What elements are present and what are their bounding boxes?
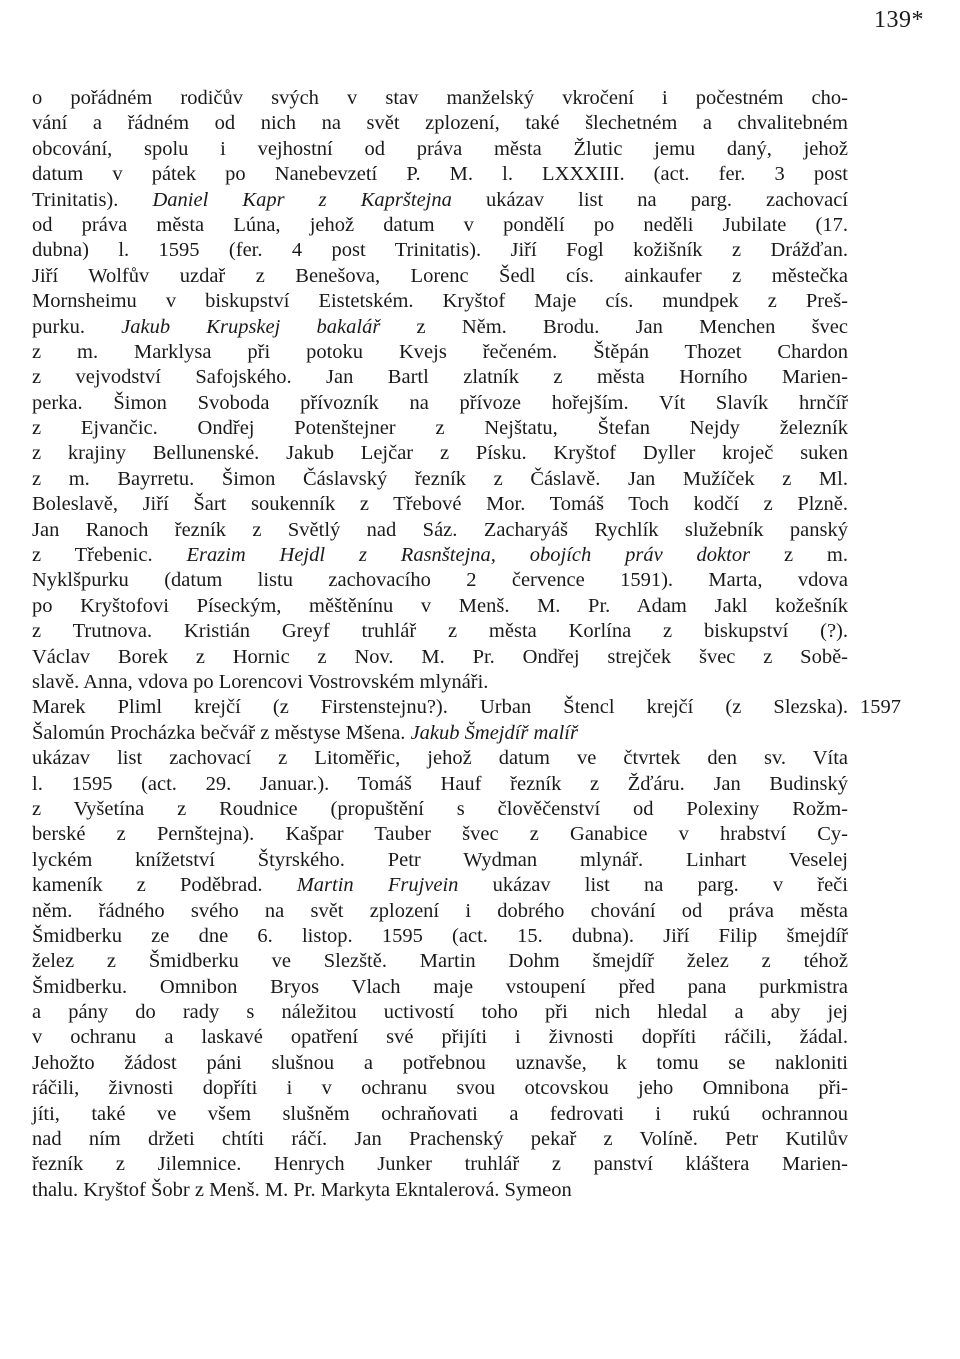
text-line	[32, 949, 848, 974]
text-line	[32, 111, 848, 136]
text-line	[32, 924, 848, 949]
text-line	[32, 619, 848, 644]
text-line	[32, 86, 848, 111]
text-segment: z Trutnova. Kristián Greyf truhlář z města Korlína z biskupství (?).	[32, 620, 848, 643]
text-line	[32, 365, 848, 390]
text-line	[32, 1152, 848, 1177]
text-line	[32, 518, 848, 543]
text-line	[32, 1102, 848, 1127]
italic-name: Jakub Krupskej bakalář	[121, 315, 381, 338]
text-line	[32, 289, 848, 314]
text-line	[32, 721, 848, 746]
text-segment: řezník z Jilemnice. Henrych Junker truhlář z panství kláštera Marien-	[32, 1153, 848, 1176]
italic-name: Jakub Šmejdíř malíř	[410, 721, 578, 744]
text-segment: z vejvodství Safojského. Jan Bartl zlatník z města Horního Marien-	[32, 366, 848, 389]
text-segment: něm. řádného svého na svět zplození i dobrého chování od práva města	[32, 899, 848, 922]
text-line	[32, 568, 848, 593]
text-segment: a pány do rady s náležitou uctivostí toho při nich hledal a aby jej	[32, 1001, 848, 1024]
text-segment: Václav Borek z Hornic z Nov. M. Pr. Ondřej strejček švec z Sobě-	[32, 645, 848, 668]
text-line	[32, 213, 848, 238]
text-segment: thalu. Kryštof Šobr z Menš. M. Pr. Markyta Ekntalerová. Symeon	[32, 1178, 572, 1201]
text-line	[32, 670, 848, 695]
text-segment: Šmidberku. Omnibon Bryos Vlach maje vstoupení před pana purkmistra	[32, 975, 848, 998]
text-segment: l. 1595 (act. 29. Januar.). Tomáš Hauf řezník z Žďáru. Jan Budinský	[32, 772, 848, 795]
text-segment: vání a řádném od nich na svět zplození, také šlechetném a chvalitebném	[32, 112, 848, 135]
text-segment: purku.	[32, 315, 122, 338]
text-line	[32, 492, 848, 517]
text-line	[32, 340, 848, 365]
text-segment: perka. Šimon Svoboda přívozník na přívoze hořejším. Vít Slavík hrnčíř	[32, 391, 848, 414]
text-segment: slavě. Anna, vdova po Lorencovi Vostrovském mlynáři.	[32, 670, 489, 693]
text-line	[32, 594, 848, 619]
text-segment: datum v pátek po Nanebevzetí P. M. l. LXXXIII. (act. fer. 3 post	[32, 163, 848, 186]
italic-name: Erazim Hejdl z Rasnštejna, obojích práv doktor	[186, 544, 751, 567]
text-line	[32, 416, 848, 441]
text-segment: dubna) l. 1595 (fer. 4 post Trinitatis). Jiří Fogl kožišník z Drážďan.	[32, 239, 848, 262]
text-line	[32, 1127, 848, 1152]
text-segment: Mornsheimu v biskupství Eistetském. Kryštof Maje cís. mundpek z Preš-	[32, 290, 848, 313]
text-line	[32, 188, 848, 213]
body-text	[32, 86, 848, 1203]
text-line	[32, 822, 848, 847]
text-line	[32, 746, 848, 771]
text-line	[32, 645, 848, 670]
text-line	[32, 899, 848, 924]
text-segment: z krajiny Bellunenské. Jakub Lejčar z Písku. Kryštof Dyller kroječ suken	[32, 442, 848, 465]
text-line	[32, 1076, 848, 1101]
text-segment: z m. Bayrretu. Šimon Čáslavský řezník z Čáslavě. Jan Mužíček z Ml.	[32, 467, 848, 490]
text-segment: z Vyšetína z Roudnice (propuštění s člověčenství od Polexiny Rožm-	[32, 797, 848, 820]
text-segment: želez z Šmidberku ve Slezště. Martin Dohm šmejdíř želez z téhož	[32, 950, 848, 973]
text-line	[32, 543, 848, 568]
text-segment: Jiří Wolfův uzdař z Benešova, Lorenc Šedl cís. ainkaufer z městečka	[32, 264, 848, 287]
text-line	[32, 1000, 848, 1025]
text-segment: z Ejvančic. Ondřej Potenštejner z Nejštatu, Štefan Nejdy železník	[32, 417, 848, 440]
text-line	[32, 772, 848, 797]
text-segment: kameník z Poděbrad.	[32, 874, 297, 897]
text-segment: Šalomún Procházka bečvář z městyse Mšena.	[32, 721, 411, 744]
text-line	[32, 695, 848, 720]
text-line	[32, 467, 848, 492]
margin-year-note: 1597	[860, 696, 901, 718]
text-segment: lyckém knížetství Štyrského. Petr Wydman mlynář. Linhart Veselej	[32, 848, 848, 871]
text-segment: ukázav list na parg. zachovací	[451, 188, 848, 211]
text-line	[32, 848, 848, 873]
text-segment: jíti, také ve všem slušněm ochraňovati a fedrovati i rukú ochrannou	[32, 1102, 848, 1125]
text-segment: po Kryštofovi Píseckým, měštěnínu v Menš. M. Pr. Adam Jakl kožešník	[32, 594, 848, 617]
text-segment: z Třebenic.	[32, 544, 187, 567]
text-line	[32, 441, 848, 466]
text-segment: Jehožto žádost páni slušnou a potřebnou uznavše, k tomu se nakloniti	[32, 1051, 848, 1074]
text-line	[32, 137, 848, 162]
text-segment: Trinitatis).	[32, 188, 153, 211]
text-segment: Marek Pliml krejčí (z Firstenstejnu?). Urban Štencl krejčí (z Slezska).	[32, 696, 848, 719]
text-segment: z m. Marklysa při potoku Kvejs řečeném. Štěpán Thozet Chardon	[32, 340, 848, 363]
italic-name: Daniel Kapr z Kapršteјna	[152, 188, 452, 211]
text-segment: ráčili, živnosti dopříti i v ochranu svou otcovskou jeho Omnibona při-	[32, 1077, 848, 1100]
text-segment: ukázav list zachovací z Litoměřic, jehož datum ve čtvrtek den sv. Víta	[32, 747, 848, 770]
text-line	[32, 1051, 848, 1076]
text-line	[32, 238, 848, 263]
text-segment: z Něm. Brodu. Jan Menchen švec	[380, 315, 848, 338]
text-line	[32, 1178, 848, 1203]
text-line	[32, 797, 848, 822]
text-segment: berské z Pernštejna). Kašpar Tauber švec z Ganabice v hrabství Cy-	[32, 823, 848, 846]
text-segment: z m.	[750, 544, 849, 567]
text-line	[32, 315, 848, 340]
text-segment: ukázav list na parg. v řeči	[458, 874, 848, 897]
text-segment: o pořádném rodičův svých v stav manželský vkročení i počestném cho-	[32, 87, 848, 109]
text-segment: obcování, spolu i vejhostní od práva města Žlutic jemu daný, jehož	[32, 137, 848, 160]
page-number: 139*	[874, 7, 924, 33]
text-line	[32, 1025, 848, 1050]
text-segment: Jan Ranoch řezník z Světlý nad Sáz. Zacharyáš Rychlík služebník panský	[32, 518, 848, 541]
italic-name: Martin Frujvein	[296, 874, 459, 897]
text-segment: od práva města Lúna, jehož datum v pondělí po neděli Jubilate (17.	[32, 213, 848, 236]
text-line	[32, 162, 848, 187]
text-line	[32, 391, 848, 416]
text-line	[32, 975, 848, 1000]
text-line	[32, 264, 848, 289]
text-segment: Šmidberku ze dne 6. listop. 1595 (act. 15. dubna). Jiří Filip šmejdíř	[32, 924, 848, 947]
text-segment: v ochranu a laskavé opatření své přijíti i živnosti dopříti ráčili, žádal.	[32, 1026, 848, 1049]
text-segment: nad ním držeti chtíti ráčí. Jan Prachenský pekař z Volíně. Petr Kutilův	[32, 1128, 848, 1151]
text-segment: Nyklšpurku (datum listu zachovacího 2 července 1591). Marta, vdova	[32, 569, 848, 592]
text-line	[32, 873, 848, 898]
text-segment: Boleslavě, Jiří Šart soukenník z Třebové Mor. Tomáš Toch kodčí z Plzně.	[32, 493, 848, 516]
